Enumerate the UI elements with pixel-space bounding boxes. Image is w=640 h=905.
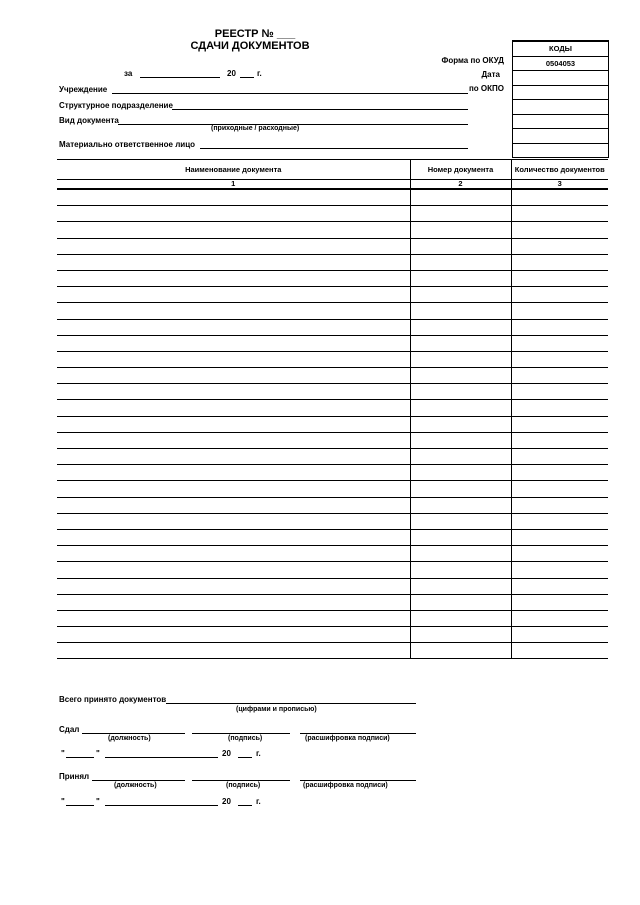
doc-count-cell[interactable] [511,416,608,432]
doc-count-cell[interactable] [511,465,608,481]
doc-number-cell[interactable] [410,335,511,351]
handed-label: Сдал [59,725,80,734]
doc-name-cell[interactable] [57,319,410,335]
responsible-label: Материально ответственное лицо [59,140,196,149]
doc-count-cell[interactable] [511,368,608,384]
handed-year-suffix: г. [256,749,261,758]
doc-number-cell[interactable] [410,497,511,513]
doc-name-cell[interactable] [57,546,410,562]
doc-name-cell[interactable] [57,335,410,351]
handed-decode-field[interactable] [300,733,416,734]
table-row [57,465,608,481]
handed-position-field[interactable] [82,733,185,734]
doc-count-cell[interactable] [511,254,608,270]
doc-count-cell[interactable] [511,643,608,659]
table-body [57,189,608,659]
table-number-row [57,180,608,190]
received-signature-hint: (подпись) [226,782,261,789]
doc-name-cell[interactable] [57,513,410,529]
table-row [57,481,608,497]
table-row [57,400,608,416]
form-title: СДАЧИ ДОКУМЕНТОВ [190,40,310,52]
table-row [57,449,608,465]
received-signature-field[interactable] [192,780,290,781]
doc-number-cell[interactable] [410,562,511,578]
for-label: за [124,69,133,78]
col-number-1: 1 [57,180,410,190]
doc-number-cell[interactable] [410,222,511,238]
date-label: Дата [481,70,500,79]
subdivision-label: Структурное подразделение [59,101,173,110]
year-prefix: 20 [227,69,236,78]
doc-type-hint: (приходные / расходные) [211,125,300,132]
col-header-number: Номер документа [410,160,511,180]
doc-count-cell[interactable] [511,449,608,465]
handed-year-field[interactable] [238,757,252,758]
doc-count-cell[interactable] [511,384,608,400]
doc-count-cell[interactable] [511,400,608,416]
doc-count-cell[interactable] [511,319,608,335]
doc-number-cell[interactable] [410,254,511,270]
table-row [57,189,608,206]
doc-count-cell[interactable] [511,578,608,594]
received-label: Принял [59,772,90,781]
handed-position-hint: (должность) [108,735,151,742]
doc-number-cell[interactable] [410,416,511,432]
table-row [57,594,608,610]
handed-month-field[interactable] [105,757,218,758]
doc-count-cell[interactable] [511,481,608,497]
doc-name-cell[interactable] [57,368,410,384]
doc-count-cell[interactable] [511,287,608,303]
okpo-label: по ОКПО [468,84,504,93]
okud-value-field[interactable]: 0504053 [512,57,609,72]
responsible-field[interactable] [200,148,468,149]
doc-name-cell[interactable] [57,400,410,416]
table-row [57,287,608,303]
doc-name-cell[interactable] [57,578,410,594]
doc-number-cell[interactable] [410,578,511,594]
doc-number-cell[interactable] [410,384,511,400]
doc-name-cell[interactable] [57,384,410,400]
handed-decode-hint: (расшифровка подписи) [305,735,390,742]
table-row [57,222,608,238]
table-row [57,610,608,626]
doc-count-cell[interactable] [511,497,608,513]
doc-count-cell[interactable] [511,303,608,319]
doc-name-cell[interactable] [57,465,410,481]
doc-count-cell[interactable] [511,335,608,351]
doc-name-cell[interactable] [57,643,410,659]
received-quote-open: " [61,797,65,806]
table-row [57,335,608,351]
handed-quote-close: " [96,749,100,758]
table-row [57,432,608,448]
doc-count-cell[interactable] [511,562,608,578]
doc-name-cell[interactable] [57,497,410,513]
doc-name-cell[interactable] [57,206,410,222]
okud-label: Форма по ОКУД [441,56,504,65]
doc-number-cell[interactable] [410,303,511,319]
doc-name-cell[interactable] [57,303,410,319]
doc-name-cell[interactable] [57,254,410,270]
table-row [57,513,608,529]
doc-number-cell[interactable] [410,287,511,303]
col-header-count: Количество документов [511,160,608,180]
handed-day-field[interactable] [66,757,94,758]
col-header-name: Наименование документа [57,160,410,180]
doc-name-cell[interactable] [57,416,410,432]
doc-count-cell[interactable] [511,432,608,448]
total-hint: (цифрами и прописью) [236,706,317,713]
doc-type-label: Вид документа [59,116,119,125]
doc-count-cell[interactable] [511,351,608,367]
doc-name-cell[interactable] [57,222,410,238]
date-field[interactable] [512,71,609,86]
doc-name-cell[interactable] [57,481,410,497]
code-field-4[interactable] [512,100,609,115]
table-row [57,254,608,270]
institution-label: Учреждение [59,85,108,94]
doc-number-cell[interactable] [410,643,511,659]
doc-name-cell[interactable] [57,270,410,286]
table-row [57,368,608,384]
received-decode-hint: (расшифровка подписи) [303,782,388,789]
doc-name-cell[interactable] [57,351,410,367]
doc-number-cell[interactable] [410,610,511,626]
doc-number-cell[interactable] [410,627,511,643]
year-suffix: г. [257,69,262,78]
doc-number-cell[interactable] [410,432,511,448]
doc-count-cell[interactable] [511,206,608,222]
codes-header: КОДЫ [513,42,608,57]
table-row [57,270,608,286]
doc-count-cell[interactable] [511,189,608,206]
doc-number-cell[interactable] [410,529,511,545]
table-row [57,416,608,432]
doc-count-cell[interactable] [511,594,608,610]
doc-number-cell[interactable] [410,368,511,384]
doc-number-cell[interactable] [410,319,511,335]
received-quote-close: " [96,797,100,806]
code-field-7[interactable] [512,144,609,158]
doc-number-cell[interactable] [410,189,511,206]
table-row [57,303,608,319]
doc-name-cell[interactable] [57,562,410,578]
table-row [57,529,608,545]
doc-count-cell[interactable] [511,546,608,562]
doc-count-cell[interactable] [511,238,608,254]
table-row [57,319,608,335]
received-position-hint: (должность) [114,782,157,789]
doc-number-cell[interactable] [410,513,511,529]
table-row [57,578,608,594]
table-row [57,562,608,578]
table-row [57,627,608,643]
doc-number-cell[interactable] [410,481,511,497]
doc-count-cell[interactable] [511,513,608,529]
doc-number-cell[interactable] [410,238,511,254]
col-number-2: 2 [410,180,511,190]
institution-field[interactable] [112,93,468,94]
handed-year-prefix: 20 [222,749,231,758]
received-year-suffix: г. [256,797,261,806]
table-row [57,351,608,367]
total-label: Всего принято документов [59,695,167,704]
table-row [57,238,608,254]
period-date-field[interactable] [140,77,220,78]
doc-number-cell[interactable] [410,449,511,465]
received-year-field[interactable] [238,805,252,806]
table-row [57,206,608,222]
table-row [57,546,608,562]
doc-count-cell[interactable] [511,610,608,626]
handed-quote-open: " [61,749,65,758]
table-header-row [57,160,608,180]
table-row [57,497,608,513]
doc-number-cell[interactable] [410,270,511,286]
doc-name-cell[interactable] [57,432,410,448]
received-year-prefix: 20 [222,797,231,806]
doc-number-cell[interactable] [410,594,511,610]
table-row [57,643,608,659]
doc-number-cell[interactable] [410,206,511,222]
doc-count-cell[interactable] [511,529,608,545]
doc-name-cell[interactable] [57,529,410,545]
received-month-field[interactable] [105,805,218,806]
form-title-number: РЕЕСТР № ___ [214,28,296,40]
doc-number-cell[interactable] [410,351,511,367]
code-field-6[interactable] [512,129,609,144]
doc-number-cell[interactable] [410,465,511,481]
table-row [57,384,608,400]
doc-number-cell[interactable] [410,400,511,416]
doc-count-cell[interactable] [511,270,608,286]
handed-signature-hint: (подпись) [228,735,263,742]
doc-name-cell[interactable] [57,627,410,643]
doc-name-cell[interactable] [57,287,410,303]
codes-box [512,40,609,158]
received-day-field[interactable] [66,805,94,806]
doc-name-cell[interactable] [57,594,410,610]
doc-name-cell[interactable] [57,610,410,626]
doc-count-cell[interactable] [511,627,608,643]
doc-name-cell[interactable] [57,449,410,465]
doc-number-cell[interactable] [410,546,511,562]
subdivision-field[interactable] [172,109,468,110]
documents-table [57,159,608,659]
doc-name-cell[interactable] [57,189,410,206]
total-field[interactable] [166,703,416,704]
year-field[interactable] [240,77,254,78]
received-decode-field[interactable] [300,780,416,781]
received-position-field[interactable] [92,780,185,781]
handed-signature-field[interactable] [192,733,290,734]
col-number-3: 3 [511,180,608,190]
code-field-5[interactable] [512,115,609,130]
doc-name-cell[interactable] [57,238,410,254]
okpo-field[interactable] [512,86,609,101]
doc-count-cell[interactable] [511,222,608,238]
